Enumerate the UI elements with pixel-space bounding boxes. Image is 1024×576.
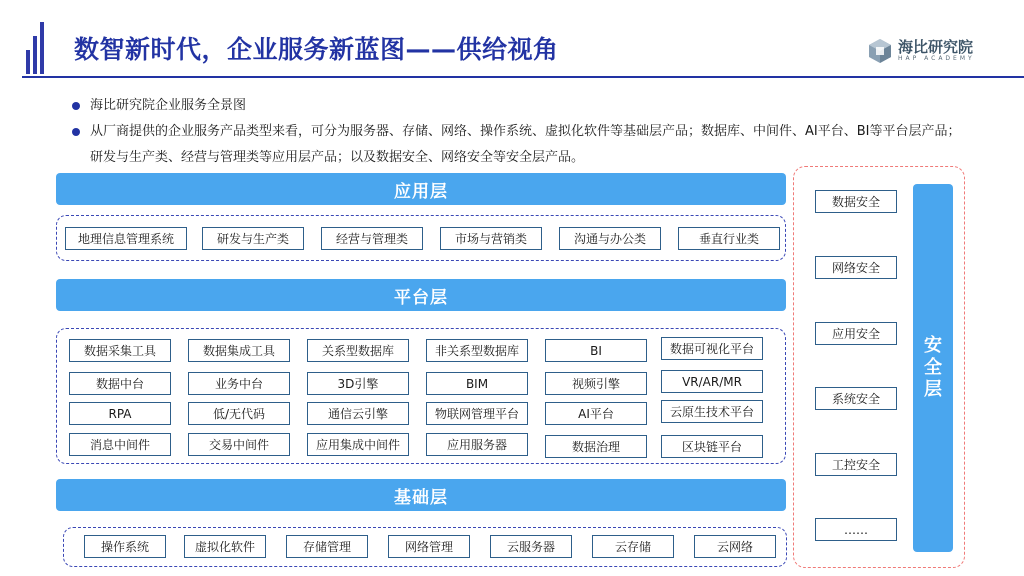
application-layer-bar: 应用层 — [56, 173, 786, 205]
infrastructure-layer-box — [63, 527, 787, 567]
logo-subtitle: HAP ACADEMY — [898, 55, 975, 62]
security-layer-label-char: 安 — [924, 335, 942, 356]
platform-item: 数据采集工具 — [69, 339, 171, 362]
infra-item: 云存储 — [592, 535, 674, 558]
platform-item: 物联网管理平台 — [426, 402, 528, 425]
infra-item: 云服务器 — [490, 535, 572, 558]
infra-item: 操作系统 — [84, 535, 166, 558]
platform-item: 应用集成中间件 — [307, 433, 409, 456]
security-item: 应用安全 — [815, 322, 897, 345]
application-layer-box — [56, 215, 786, 261]
platform-item: 非关系型数据库 — [426, 339, 528, 362]
security-item: …… — [815, 518, 897, 541]
title-bars-icon — [26, 22, 56, 74]
security-layer-label-char: 层 — [924, 379, 942, 400]
platform-item: 云原生技术平台 — [661, 400, 763, 423]
bullet-list — [68, 93, 968, 171]
security-layer-label-char: 全 — [924, 357, 942, 378]
platform-item: 数据可视化平台 — [661, 337, 763, 360]
security-item: 网络安全 — [815, 256, 897, 279]
app-item: 地理信息管理系统 — [65, 227, 187, 250]
platform-item: 应用服务器 — [426, 433, 528, 456]
page-title: 数智新时代，企业服务新蓝图——供给视角 — [74, 35, 559, 64]
platform-item: 区块链平台 — [661, 435, 763, 458]
platform-item: 数据治理 — [545, 435, 647, 458]
infrastructure-layer-bar: 基础层 — [56, 479, 786, 511]
security-item: 工控安全 — [815, 453, 897, 476]
header-divider — [22, 76, 1024, 78]
infra-item: 存储管理 — [286, 535, 368, 558]
app-item: 垂直行业类 — [678, 227, 780, 250]
platform-item: BI — [545, 339, 647, 362]
platform-item: 业务中台 — [188, 372, 290, 395]
platform-item: 3D引擎 — [307, 372, 409, 395]
platform-item: 视频引擎 — [545, 372, 647, 395]
cube-logo-icon — [868, 38, 892, 64]
app-item: 经营与管理类 — [321, 227, 423, 250]
platform-item: 通信云引擎 — [307, 402, 409, 425]
platform-item: RPA — [69, 402, 171, 425]
app-item: 研发与生产类 — [202, 227, 304, 250]
security-item: 数据安全 — [815, 190, 897, 213]
platform-item: AI平台 — [545, 402, 647, 425]
platform-item: 关系型数据库 — [307, 339, 409, 362]
bullet-item: 海比研究院企业服务全景图 — [68, 93, 968, 119]
platform-item: 消息中间件 — [69, 433, 171, 456]
bullet-item: 从厂商提供的企业服务产品类型来看，可分为服务器、存储、网络、操作系统、虚拟化软件等基础层产品；数据库、中间件、AI平台、BI等平台层产品；研发与生产类、经营与管理类等应用层产品；以及数据安全、网络安全等安全层产品。 — [68, 119, 968, 171]
security-item: 系统安全 — [815, 387, 897, 410]
platform-item: 交易中间件 — [188, 433, 290, 456]
platform-item: BIM — [426, 372, 528, 395]
infra-item: 虚拟化软件 — [184, 535, 266, 558]
app-item: 市场与营销类 — [440, 227, 542, 250]
platform-item: 数据中台 — [69, 372, 171, 395]
platform-layer-bar: 平台层 — [56, 279, 786, 311]
infra-item: 网络管理 — [388, 535, 470, 558]
logo — [868, 36, 998, 68]
platform-layer-box — [56, 328, 786, 464]
platform-item: 数据集成工具 — [188, 339, 290, 362]
infra-item: 云网络 — [694, 535, 776, 558]
app-item: 沟通与办公类 — [559, 227, 661, 250]
platform-item: 低/无代码 — [188, 402, 290, 425]
security-layer-bar — [913, 184, 953, 552]
platform-item: VR/AR/MR — [661, 370, 763, 393]
logo-text: 海比研究院 — [898, 38, 974, 56]
